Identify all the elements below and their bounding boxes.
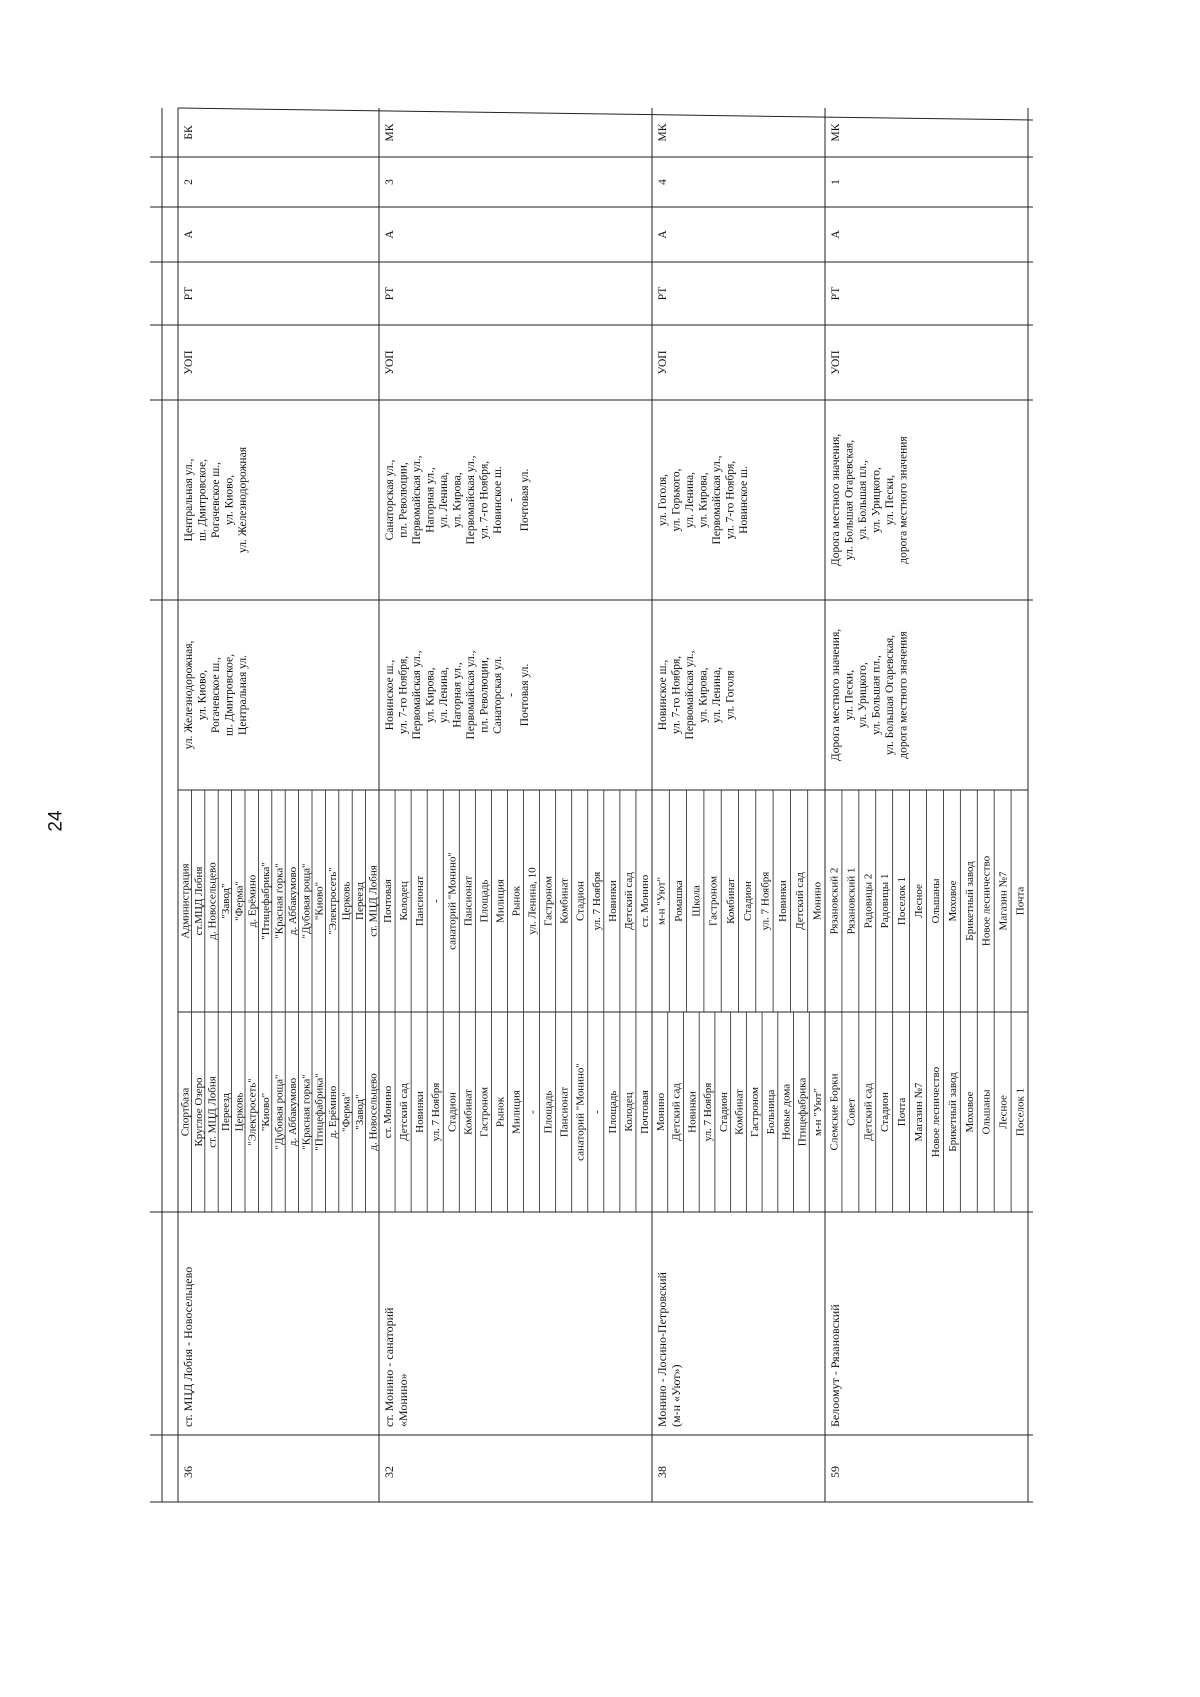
street-name: ул. Кирова, [697, 667, 710, 723]
street-name: Санаторская ул. [492, 656, 504, 734]
street-name: ул. Ленина, [684, 471, 696, 529]
stop-name: "Дубовая роща" [273, 1074, 286, 1150]
street-name: Центральная ул., [183, 458, 195, 542]
street-name: ш. Дмитровское, [196, 459, 209, 541]
stop-name: Новинки [686, 1091, 699, 1133]
stop-name: д. Новосельцево [367, 1073, 380, 1151]
stop-name: Стадион [717, 1092, 730, 1132]
stop-name: "Ферма" [340, 1092, 353, 1132]
street-name: Дорога местного значения, [830, 433, 842, 567]
stop-name: - [526, 1110, 539, 1114]
stop-name: Поселок 1 [1014, 1087, 1027, 1137]
stop-name: д. Аббакумово [286, 1077, 299, 1147]
stop-name: Больница [764, 1089, 777, 1135]
stop-name: "Электросеть" [327, 867, 340, 935]
stop-name: Новинки [606, 880, 619, 922]
stop-name: Детский сад [794, 872, 807, 930]
street-name: ул. Большая Огаревская, [884, 634, 896, 756]
vehicle-type: А [830, 230, 842, 239]
vehicle-count: 1 [830, 179, 842, 185]
stop-name: Ольшаны [929, 878, 942, 924]
street-name: ул. Ленина, [711, 666, 723, 724]
street-name: Санаторская ул., [384, 459, 396, 541]
street-name: ул. Большая Огаревская, [843, 439, 856, 561]
stop-name: "Птицефабрика" [313, 1073, 326, 1151]
stop-name: ул. 7 Ноября [430, 1082, 443, 1142]
street-name: Новинское ш., [657, 659, 669, 731]
street-name: ул. Ленина, [438, 471, 450, 529]
street-name: ул. Пески, [884, 474, 896, 526]
stop-name: Детский сад [670, 1083, 683, 1141]
stop-name: "Дубовая роща" [300, 863, 313, 939]
stop-name: Стадион [574, 881, 587, 921]
street-name: ул. Большая пл., [857, 460, 869, 540]
route-number: 36 [181, 1466, 195, 1478]
stop-name: Брикетный завод [946, 1072, 959, 1152]
stop-name: д. Ерёмино [246, 874, 259, 928]
stop-name: "Киово" [260, 1092, 273, 1132]
stop-name: Новое лесничество [929, 1066, 942, 1158]
street-name: ул. Урицкого, [870, 467, 883, 533]
stop-name: Рынок [510, 885, 523, 917]
stop-name: м-н "Уют" [655, 877, 668, 925]
stop-name: Лесное [913, 884, 926, 918]
stop-name: Комбинат [558, 878, 571, 924]
stop-name: Гастроном [749, 1087, 762, 1137]
stop-name: Переезд [353, 882, 366, 920]
stop-name: Стадион [742, 881, 755, 921]
stop-name: "Завод" [353, 1094, 366, 1130]
stop-name: санаторий "Монино" [574, 1063, 587, 1161]
stop-name: ст. МЦД Лобня [206, 1076, 219, 1148]
stop-name: "Киово" [313, 881, 326, 921]
stop-name: Детский сад [622, 872, 635, 930]
street-name: ш. Дмитровское, [223, 654, 236, 736]
stop-name: Спортбаза [179, 1087, 192, 1137]
route-number: 59 [828, 1466, 842, 1478]
route-number: 32 [382, 1466, 396, 1478]
street-name: Почтовая ул. [519, 468, 531, 532]
stop-name: Поселок 1 [896, 876, 909, 926]
stop-name: Моховое [963, 1091, 976, 1133]
street-name: ул. Пески, [843, 669, 856, 721]
street-name: ул. 7-го Ноября, [724, 460, 737, 540]
stop-name: Комбинат [733, 1089, 746, 1135]
street-name: Первомайская ул., [411, 455, 423, 545]
stop-name: Церковь [340, 881, 353, 921]
street-name: Первомайская ул., [711, 455, 723, 545]
stop-name: Рязановский 1 [845, 867, 858, 935]
street-name: ул. Кирова, [424, 667, 437, 723]
stop-type: УОП [830, 350, 842, 375]
stop-name: Пансионат [414, 875, 427, 927]
stop-name: Брикетный завод [963, 861, 976, 941]
stop-name: Гастроном [707, 876, 720, 926]
vehicle-class: БК [183, 125, 195, 140]
stop-name: Пансионат [462, 875, 475, 927]
stop-name: ст. Монино [638, 874, 651, 928]
stop-name: "Завод" [219, 883, 232, 919]
street-name: ул. 7-го Ноября, [670, 655, 683, 735]
tariff-type: РТ [657, 286, 669, 301]
stop-name: Пансионат [558, 1086, 571, 1138]
street-name: ул. Гоголя [724, 670, 737, 720]
stop-name: Школа [690, 885, 703, 917]
vehicle-count: 4 [657, 179, 669, 185]
stop-name: Птицефабрика [796, 1077, 809, 1147]
street-name: Дорога местного значения, [830, 628, 842, 762]
page-number: 24 [45, 810, 67, 832]
vehicle-class: МК [830, 123, 842, 142]
stop-name: Переезд [219, 1093, 232, 1131]
street-name: Новинское ш., [384, 659, 396, 731]
vehicle-count: 3 [384, 179, 396, 185]
street-name: ул. Урицкого, [857, 662, 869, 728]
street-name: ул. Железнодорожная [237, 447, 249, 553]
frame-top [178, 108, 1033, 120]
stop-name: Детский сад [862, 1083, 875, 1141]
vehicle-count: 2 [183, 179, 195, 185]
stop-name: Гастроном [478, 1087, 491, 1137]
stop-name: Стадион [446, 1092, 459, 1132]
street-name: Центральная ул. [237, 655, 249, 735]
street-name: ул. Кирова, [451, 472, 464, 528]
street-name: Рогачевское ш., [210, 656, 222, 734]
stop-name: Рынок [494, 1096, 507, 1128]
stop-name: "Птицефабрика" [260, 862, 273, 940]
stop-name: Радовицы 1 [879, 873, 892, 929]
street-name: Первомайская ул., [465, 650, 477, 740]
street-name: - [505, 693, 518, 697]
stop-name: Почта [1014, 886, 1027, 916]
stop-name: Церковь [233, 1092, 246, 1132]
street-name: Первомайская ул., [411, 650, 423, 740]
stop-name: Рязановский 2 [828, 867, 841, 935]
stop-type: УОП [183, 350, 195, 375]
stop-name: Монино [654, 1092, 667, 1132]
street-name: Первомайская ул., [465, 455, 477, 545]
stop-name: Почтовая [638, 1090, 651, 1134]
route-name: (м-н «Уют») [669, 1364, 683, 1427]
street-name: дорога местного значения [897, 436, 910, 564]
route-name: Монино - Лосино-Петровский [655, 1272, 669, 1427]
vehicle-class: МК [384, 123, 396, 142]
vehicle-type: А [384, 230, 396, 239]
stop-name: д. Новосельцево [206, 862, 219, 940]
street-name: ул. Кирова, [697, 472, 710, 528]
street-name: Новинское ш. [738, 466, 750, 534]
stop-name: ул. 7 Ноября [702, 1082, 715, 1142]
stop-name: Колодец [622, 1092, 635, 1132]
stop-name: Моховое [946, 880, 959, 922]
street-name: ул. Большая пл., [870, 655, 883, 735]
stop-name: Гастроном [542, 876, 555, 926]
route-name: «Монино» [396, 1373, 410, 1427]
stop-name: ст. Монино [382, 1085, 395, 1139]
stop-name: Новинки [414, 1091, 427, 1133]
stop-name: Площадь [542, 1090, 555, 1134]
street-name: ул. Горького, [670, 468, 683, 532]
stop-name: д. Ерёмино [327, 1085, 340, 1139]
stop-name: ст.МЦД Лобня [193, 866, 206, 936]
route-name: ст. МЦД Лобня - Новосельцево [181, 1266, 195, 1427]
vehicle-class: МК [657, 123, 669, 142]
route-number: 38 [655, 1466, 669, 1478]
stop-name: ул. Ленина, 10 [526, 867, 539, 935]
street-name: Нагорная ул., [424, 467, 437, 533]
stop-name: Милиция [494, 879, 507, 923]
stop-name: Почта [896, 1097, 909, 1127]
stop-name: Почтовая [382, 879, 395, 923]
stop-name: ст. МЦД Лобня [367, 865, 380, 937]
stop-name: - [590, 1110, 603, 1114]
route-name: ст. Монино - санаторий [382, 1307, 396, 1427]
stop-name: Стадион [879, 1092, 892, 1132]
street-name: пл. Революции, [397, 462, 410, 538]
street-name: ул. 7-го Ноября, [397, 655, 410, 735]
stop-name: Монино [811, 881, 824, 921]
street-name: Нагорная ул., [451, 662, 464, 728]
street-name: Рогачевское ш., [210, 461, 222, 539]
street-name: дорога местного значения [897, 631, 910, 759]
stop-name: Лесное [997, 1095, 1010, 1129]
stop-name: ул. 7 Ноября [759, 871, 772, 931]
stop-name: Комбинат [462, 1089, 475, 1135]
stop-name: Магазин №7 [997, 871, 1010, 931]
stop-name: Круглое Озеро [193, 1077, 206, 1147]
stop-name: Новое лесничество [980, 855, 993, 947]
stop-name: Новые дома [780, 1083, 793, 1141]
street-name: ул. Железнодорожная, [183, 640, 195, 750]
stop-name: Радовицы 2 [862, 873, 875, 929]
stop-name: Комбинат [724, 878, 737, 924]
street-name: - [505, 498, 518, 502]
stop-name: Ольшаны [980, 1089, 993, 1135]
street-name: пл. Революции, [478, 657, 491, 733]
stop-name: м-н "Уют" [812, 1088, 825, 1136]
vehicle-type: А [183, 230, 195, 239]
street-name: ул. Ленина, [438, 666, 450, 724]
stop-name: Слемские Борки [828, 1073, 841, 1151]
stop-name: "Электросеть" [246, 1078, 259, 1146]
stop-name: "Ферма" [233, 881, 246, 921]
stop-name: Детский сад [398, 1083, 411, 1141]
stop-name: Милиция [510, 1090, 523, 1134]
stop-name: санаторий "Монино" [446, 852, 459, 950]
stop-name: "Красная горка" [300, 1074, 313, 1150]
stop-name: - [430, 899, 443, 903]
tariff-type: РТ [183, 286, 195, 301]
street-name: ул. Киово, [223, 474, 236, 526]
stop-name: Администрация [179, 863, 192, 939]
street-name: ул. 7-го Ноября, [478, 460, 491, 540]
stop-name: Колодец [398, 881, 411, 921]
vehicle-type: А [657, 230, 669, 239]
stop-name: Площадь [606, 1090, 619, 1134]
stop-name: Магазин №7 [913, 1082, 926, 1142]
stop-name: д. Аббакумово [286, 866, 299, 936]
stop-type: УОП [657, 350, 669, 375]
stop-name: Ромашка [672, 880, 685, 922]
street-name: ул. Гоголя, [657, 473, 669, 527]
stop-name: "Красная горка" [273, 863, 286, 939]
stop-name: ул. 7 Ноября [590, 871, 603, 931]
street-name: Первомайская ул., [684, 650, 696, 740]
stop-type: УОП [384, 350, 396, 375]
stop-name: Площадь [478, 879, 491, 923]
street-name: Почтовая ул. [519, 663, 531, 727]
street-name: ул. Киово, [196, 669, 209, 721]
stop-name: Новинки [776, 880, 789, 922]
tariff-type: РТ [384, 286, 396, 301]
tariff-type: РТ [830, 286, 842, 301]
stop-name: Совет [845, 1098, 858, 1126]
route-name: Белоомут - Рязановский [828, 1304, 842, 1427]
street-name: Новинское ш. [492, 466, 504, 534]
